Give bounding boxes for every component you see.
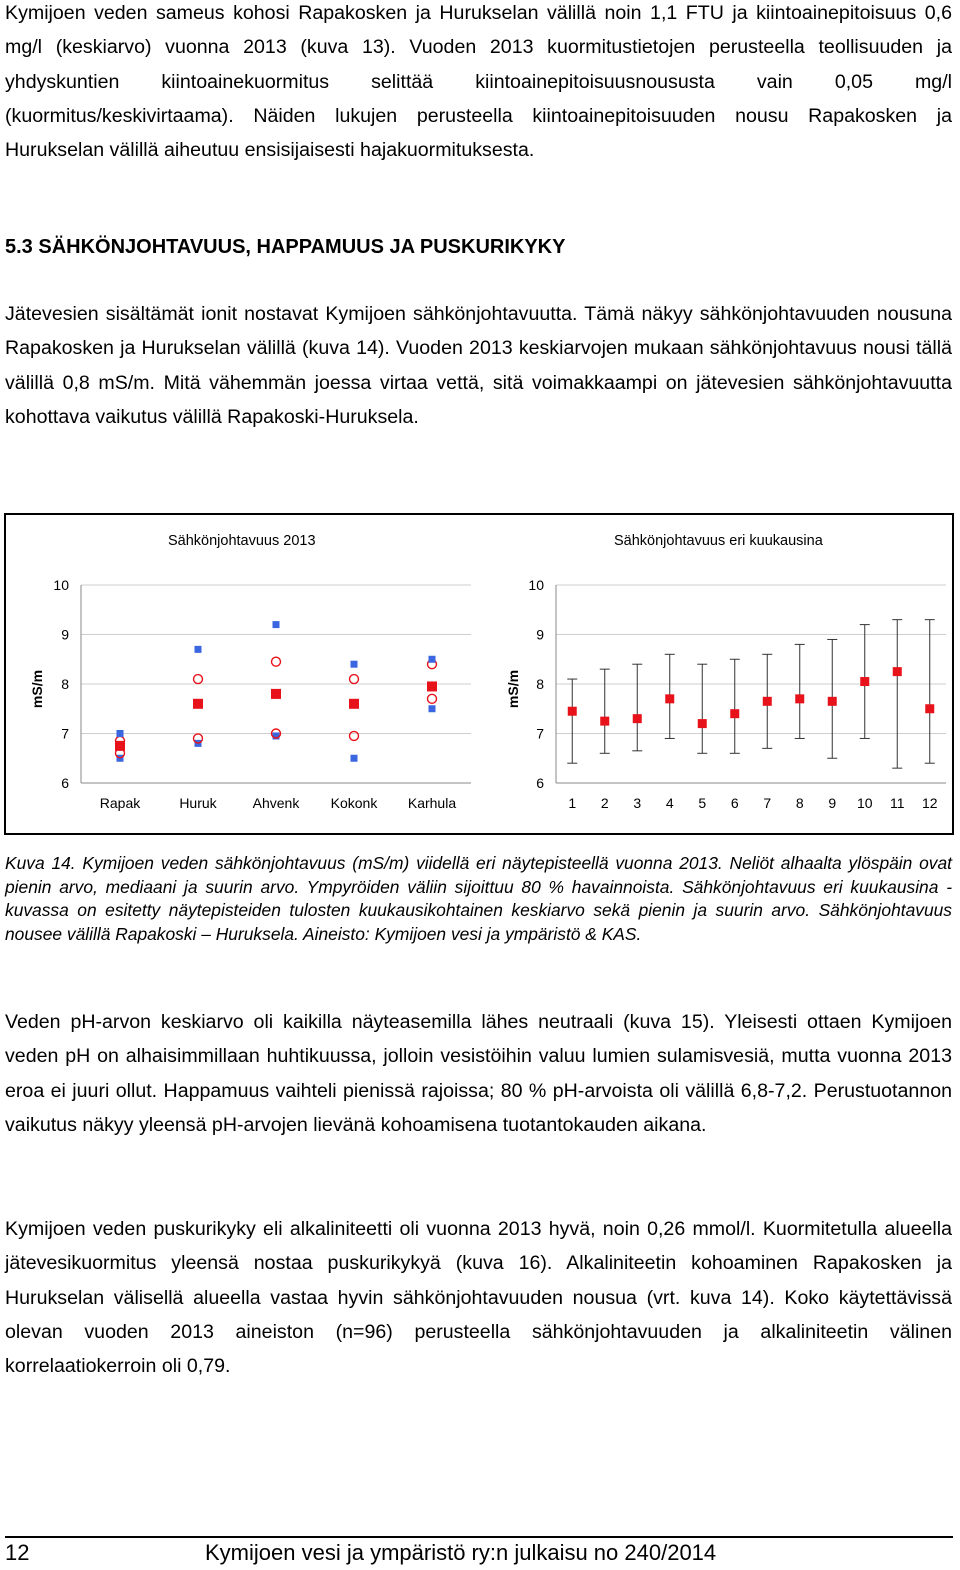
x-tick-label-monthly: 6: [730, 795, 739, 811]
chart-title-2013: Sähkönjohtavuus 2013: [168, 533, 316, 549]
x-tick-label-monthly: 11: [889, 795, 905, 811]
point-median: [349, 699, 359, 709]
point-mean: [633, 714, 642, 723]
point-median: [271, 689, 281, 699]
paragraph-turbidity: Kymijoen veden sameus kohosi Rapakosken ja Hurukselan välillä noin 1,1 FTU ja kiintoainepitoisuus 0,6 mg/l (keskiarvo) vuonna 2013 (kuva 13). Vuoden 2013 kuormitustietojen perusteella teollisuuden ja yhdyskuntien kiintoainekuormitus selittää kiintoainepitoisuusnoususta vain 0,05 mg/l (kuormitus/keskivirtaama). Näiden lukujen perusteella kiintoainepitoisuuden nousu Rapakosken ja Hurukselan välillä aiheutuu ensisijaisesti hajakuormituksesta.: [5, 2, 952, 162]
y-tick-label-2013: 6: [61, 775, 69, 791]
figure-caption: Kuva 14. Kymijoen veden sähkönjohtavuus (mS/m) viidellä eri näytepisteellä vuonna 2013. Neliöt alhaalta ylöspäin ovat pienin arvo, mediaani ja suurin arvo. Ympyröiden väliin sijoittuu 80 % havainnoista. Sähkönjohtavuus eri kuukausina -kuvassa on esitetty näytepisteiden tulosten kuukausikohtainen keskiarvo sekä pienin ja suurin arvo. Sähkönjohtavuus nousee välillä Rapakoski – Huruksela. Aineisto: Kymijoen vesi ja ympäristö & KAS.: [5, 853, 952, 945]
x-tick-label-monthly: 3: [633, 795, 642, 811]
x-tick-label-2013: Huruk: [179, 795, 217, 811]
y-tick-label-monthly: 6: [536, 775, 544, 791]
y-tick-label-2013: 7: [61, 725, 69, 742]
x-tick-label-monthly: 7: [763, 795, 772, 811]
y-tick-label-2013: 10: [53, 577, 69, 593]
x-tick-label-2013: Kokonk: [330, 795, 378, 811]
x-tick-label-2013: Ahvenk: [252, 795, 300, 811]
point-min: [429, 705, 436, 712]
point-mean: [795, 694, 804, 703]
paragraph-ph: Veden pH-arvon keskiarvo oli kaikilla näyteasemilla lähes neutraali (kuva 15). Yleisesti ottaen Kymijoen veden pH on alhaisimmillaan huhtikuussa, jolloin vesistöihin valuu lumien sulamisvesiä, mutta vuonna 2013 eroa ei juuri ollut. Happamuus vaihteli pienissä rajoissa; 80 % pH-arvoista oli välillä 6,8-7,2. Perustuotannon vaikutus näkyy yleensä pH-arvojen lievänä kohoamisena tuotantokauden aikana.: [5, 1011, 952, 1136]
y-tick-label-monthly: 7: [536, 725, 544, 742]
point-max: [429, 656, 436, 663]
y-tick-label-monthly: 9: [536, 626, 544, 643]
x-tick-label-monthly: 8: [795, 795, 804, 811]
y-tick-label-2013: 9: [61, 626, 69, 643]
x-tick-label-monthly: 1: [568, 795, 577, 811]
point-mean: [698, 719, 707, 728]
y-tick-label-2013: 8: [61, 676, 69, 692]
x-tick-label-2013: Karhula: [407, 795, 457, 811]
point-mean: [763, 697, 772, 706]
x-tick-label-monthly: 4: [665, 795, 674, 811]
x-tick-label-monthly: 12: [921, 795, 938, 811]
point-mean: [730, 709, 739, 718]
x-tick-label-monthly: 10: [856, 795, 873, 811]
y-axis-label-monthly: mS/m: [505, 669, 521, 709]
y-tick-label-monthly: 8: [536, 676, 544, 692]
x-tick-label-monthly: 9: [828, 795, 837, 811]
footer-rule: [5, 1536, 953, 1538]
paragraph-alkalinity: Kymijoen veden puskurikyky eli alkaliniteetti oli vuonna 2013 hyvä, noin 0,26 mmol/l. Kuormitetulla alueella jätevesikuormitus yleensä nostaa puskurikykyä (kuva 16). Alkaliniteetin kohoaminen Rapakosken ja Hurukselan välisellä alueella vastaa hyvin sähkönjohtavuuden nousua (vrt. kuva 14). Koko käytettävissä olevan vuoden 2013 aineiston (n=96) perusteella sähkönjohtavuuden ja alkaliniteetin välinen korrelaatiokerroin oli 0,79.: [5, 1218, 952, 1378]
point-mean: [600, 717, 609, 726]
section-heading: 5.3 SÄHKÖNJOHTAVUUS, HAPPAMUUS JA PUSKURIKYKY: [5, 236, 566, 258]
point-max: [351, 661, 358, 668]
point-max: [117, 730, 124, 737]
point-mean: [568, 707, 577, 716]
point-mean: [893, 667, 902, 676]
point-mean: [860, 677, 869, 686]
x-tick-label-monthly: 2: [600, 795, 609, 811]
y-tick-label-monthly: 10: [528, 577, 544, 593]
page-number: 12: [5, 1540, 30, 1565]
point-mean: [925, 704, 934, 713]
chart-title-monthly: Sähkönjohtavuus eri kuukausina: [614, 533, 823, 549]
point-max: [273, 621, 280, 628]
point-min: [351, 755, 358, 762]
figure-conductivity-charts: [4, 513, 954, 835]
y-axis-label-2013: mS/m: [29, 669, 45, 709]
point-mean: [828, 697, 837, 706]
x-tick-label-2013: Rapak: [99, 795, 141, 811]
paragraph-conductivity: Jätevesien sisältämät ionit nostavat Kymijoen sähkönjohtavuutta. Tämä näkyy sähkönjohtavuuden nousuna Rapakosken ja Hurukselan välillä (kuva 14). Vuoden 2013 keskiarvojen mukaan sähkönjohtavuus nousi tällä välillä 0,8 mS/m. Mitä vähemmän joessa virtaa vettä, sitä voimakkaampi on jätevesien sähkönjohtavuutta kohottava vaikutus välillä Rapakoski-Huruksela.: [5, 303, 952, 428]
point-max: [195, 646, 202, 653]
charts-svg: [6, 515, 952, 833]
point-median: [427, 681, 437, 691]
publication-title: Kymijoen vesi ja ympäristö ry:n julkaisu no 240/2014: [205, 1540, 717, 1565]
point-mean: [665, 694, 674, 703]
point-median: [193, 699, 203, 709]
x-tick-label-monthly: 5: [698, 795, 707, 811]
